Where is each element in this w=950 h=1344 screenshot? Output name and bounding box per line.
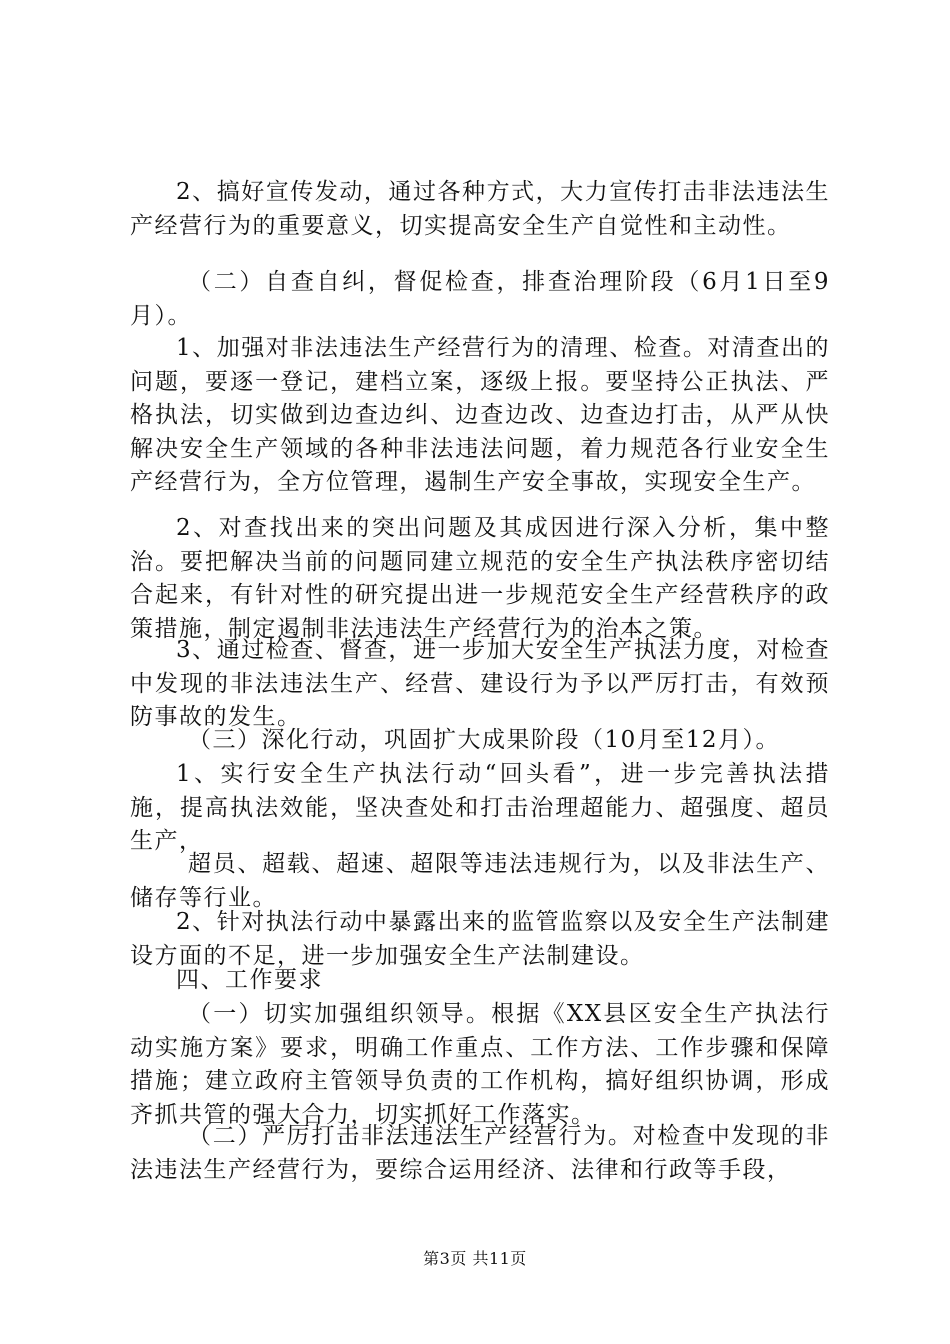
paragraph-stage-three-continuation: 超员、超载、超速、超限等违法违规行为，以及非法生产、储存等行业。	[130, 851, 830, 911]
paragraph-publicity: 2、搞好宣传发动，通过各种方式，大力宣传打击非法违法生产经营行为的重要意义，切实提高安全生产自觉性和主动性。	[130, 179, 830, 239]
paragraph-stage-two-item-1: 1、加强对非法违法生产经营行为的清理、检查。对清查出的问题，要逐一登记，建档立案，逐级上报。要坚持公正执法、严格执法，切实做到边查边纠、边查边改、边查边打击，从严从快解决安全生产领域的各种非法违法问题，着力规范各行业安全生产经营行为，全方位管理，遏制生产安全事故，实现安全生产。	[130, 335, 830, 495]
paragraph-stage-two-heading: （二）自查自纠，督促检查，排查治理阶段（6月1日至9月）。	[130, 269, 830, 329]
page-number-footer: 第3页 共11页	[423, 1249, 527, 1268]
paragraph-stage-three-heading: （三）深化行动，巩固扩大成果阶段（10月至12月）。	[188, 727, 781, 753]
paragraph-stage-three-item-2: 2、针对执法行动中暴露出来的监管监察以及安全生产法制建设方面的不足，进一步加强安全生产法制建设。	[130, 909, 830, 969]
section-heading-work-requirements: 四、工作要求	[176, 967, 323, 993]
paragraph-requirement-1: （一）切实加强组织领导。根据《XX县区安全生产执法行动实施方案》要求，明确工作重点、工作方法、工作步骤和保障措施；建立政府主管领导负责的工作机构，搞好组织协调，形成齐抓共管的强大合力，切实抓好工作落实。	[130, 1001, 830, 1128]
paragraph-stage-two-item-2: 2、对查找出来的突出问题及其成因进行深入分析，集中整治。要把解决当前的问题同建立规范的安全生产执法秩序密切结合起来，有针对性的研究提出进一步规范安全生产经营秩序的政策措施，制定遏制非法违法生产经营行为的治本之策。	[130, 515, 830, 642]
paragraph-requirement-2: （二）严厉打击非法违法生产经营行为。对检查中发现的非法违法生产经营行为，要综合运用经济、法律和行政等手段，	[130, 1123, 830, 1183]
paragraph-stage-three-item-1: 1、实行安全生产执法行动“回头看”，进一步完善执法措施，提高执法效能，坚决查处和打击治理超能力、超强度、超员生产，	[130, 761, 830, 854]
paragraph-stage-two-item-3: 3、通过检查、督查，进一步加大安全生产执法力度，对检查中发现的非法违法生产、经营、建设行为予以严厉打击，有效预防事故的发生。	[130, 637, 830, 730]
